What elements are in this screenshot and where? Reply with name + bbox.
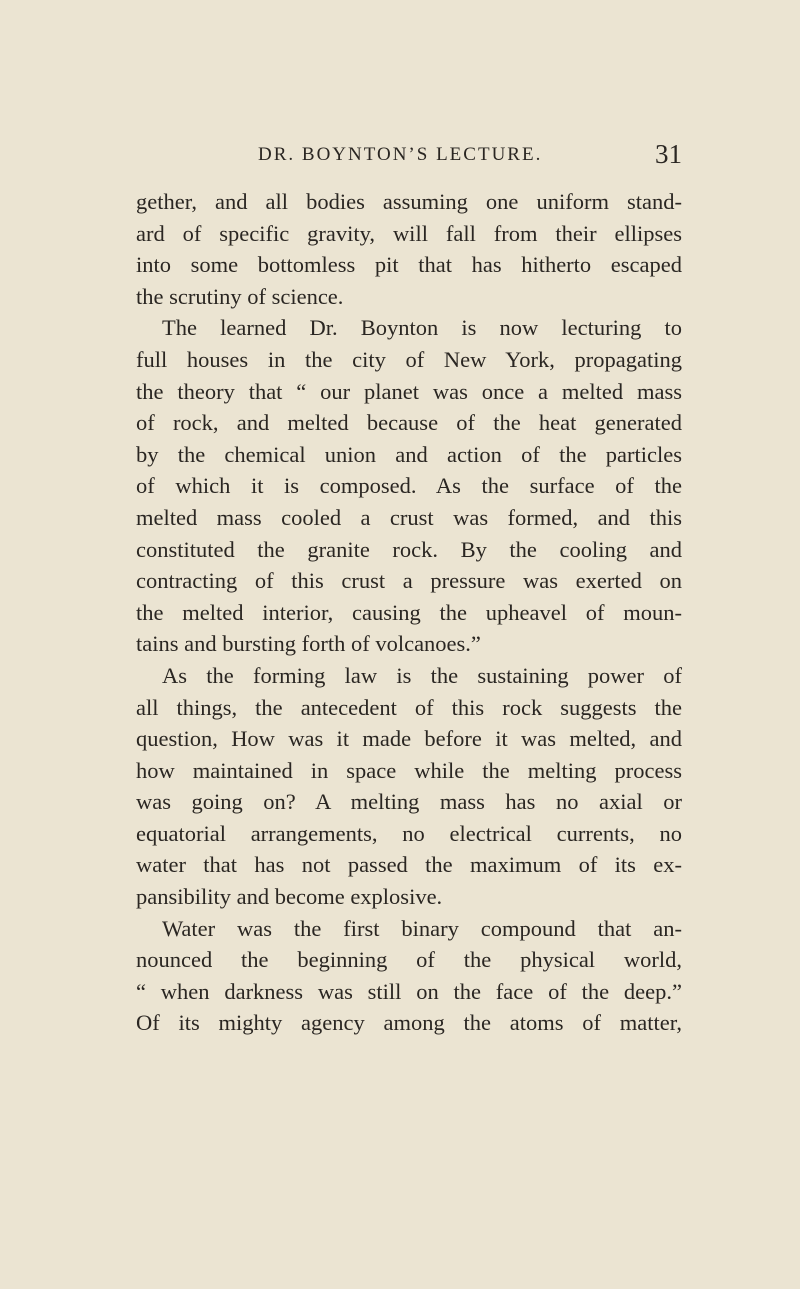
text-line: the scrutiny of science. <box>136 283 344 309</box>
text-line: all things, the antecedent of this rock suggests the <box>136 694 682 720</box>
text-line: tains and bursting forth of volcanoes.” <box>136 631 481 657</box>
text-line: The learned Dr. Boynton is now lecturing to <box>162 315 682 341</box>
text-line: equatorial arrangements, no electrical currents, no <box>136 820 682 846</box>
text-line: of which it is composed. As the surface of the <box>136 473 682 499</box>
page-number: 31 <box>655 139 682 169</box>
text-line: melted mass cooled a crust was formed, and this <box>136 504 682 530</box>
text-line: Water was the first binary compound that an- <box>162 915 682 941</box>
text-line: ard of specific gravity, will fall from their ellipses <box>136 220 682 246</box>
text-line: question, How was it made before it was melted, and <box>136 726 682 752</box>
body-text <box>136 186 682 1039</box>
text-line: As the forming law is the sustaining power of <box>162 662 682 688</box>
text-line: pansibility and become explosive. <box>136 884 443 910</box>
text-line: how maintained in space while the melting process <box>136 757 682 783</box>
text-line: into some bottomless pit that has hitherto escaped <box>136 252 682 278</box>
text-line: by the chemical union and action of the particles <box>136 441 682 467</box>
text-line: was going on? A melting mass has no axial or <box>136 789 682 815</box>
text-line: the theory that “ our planet was once a melted mass <box>136 378 682 404</box>
text-line: “ when darkness was still on the face of the deep.” <box>136 978 682 1004</box>
text-line: gether, and all bodies assuming one uniform stand- <box>136 189 682 214</box>
running-head <box>136 140 682 170</box>
running-title: DR. BOYNTON’S LECTURE. <box>258 144 543 165</box>
text-line: water that has not passed the maximum of its ex- <box>136 852 682 878</box>
text-line: full houses in the city of New York, propagating <box>136 346 682 372</box>
text-line: nounced the beginning of the physical world, <box>136 947 682 973</box>
text-line: constituted the granite rock. By the cooling and <box>136 536 682 562</box>
text-line: of rock, and melted because of the heat generated <box>136 410 682 436</box>
text-line: the melted interior, causing the upheavel of moun- <box>136 599 682 625</box>
text-line: Of its mighty agency among the atoms of matter, <box>136 1010 682 1036</box>
text-line: contracting of this crust a pressure was exerted on <box>136 568 682 594</box>
